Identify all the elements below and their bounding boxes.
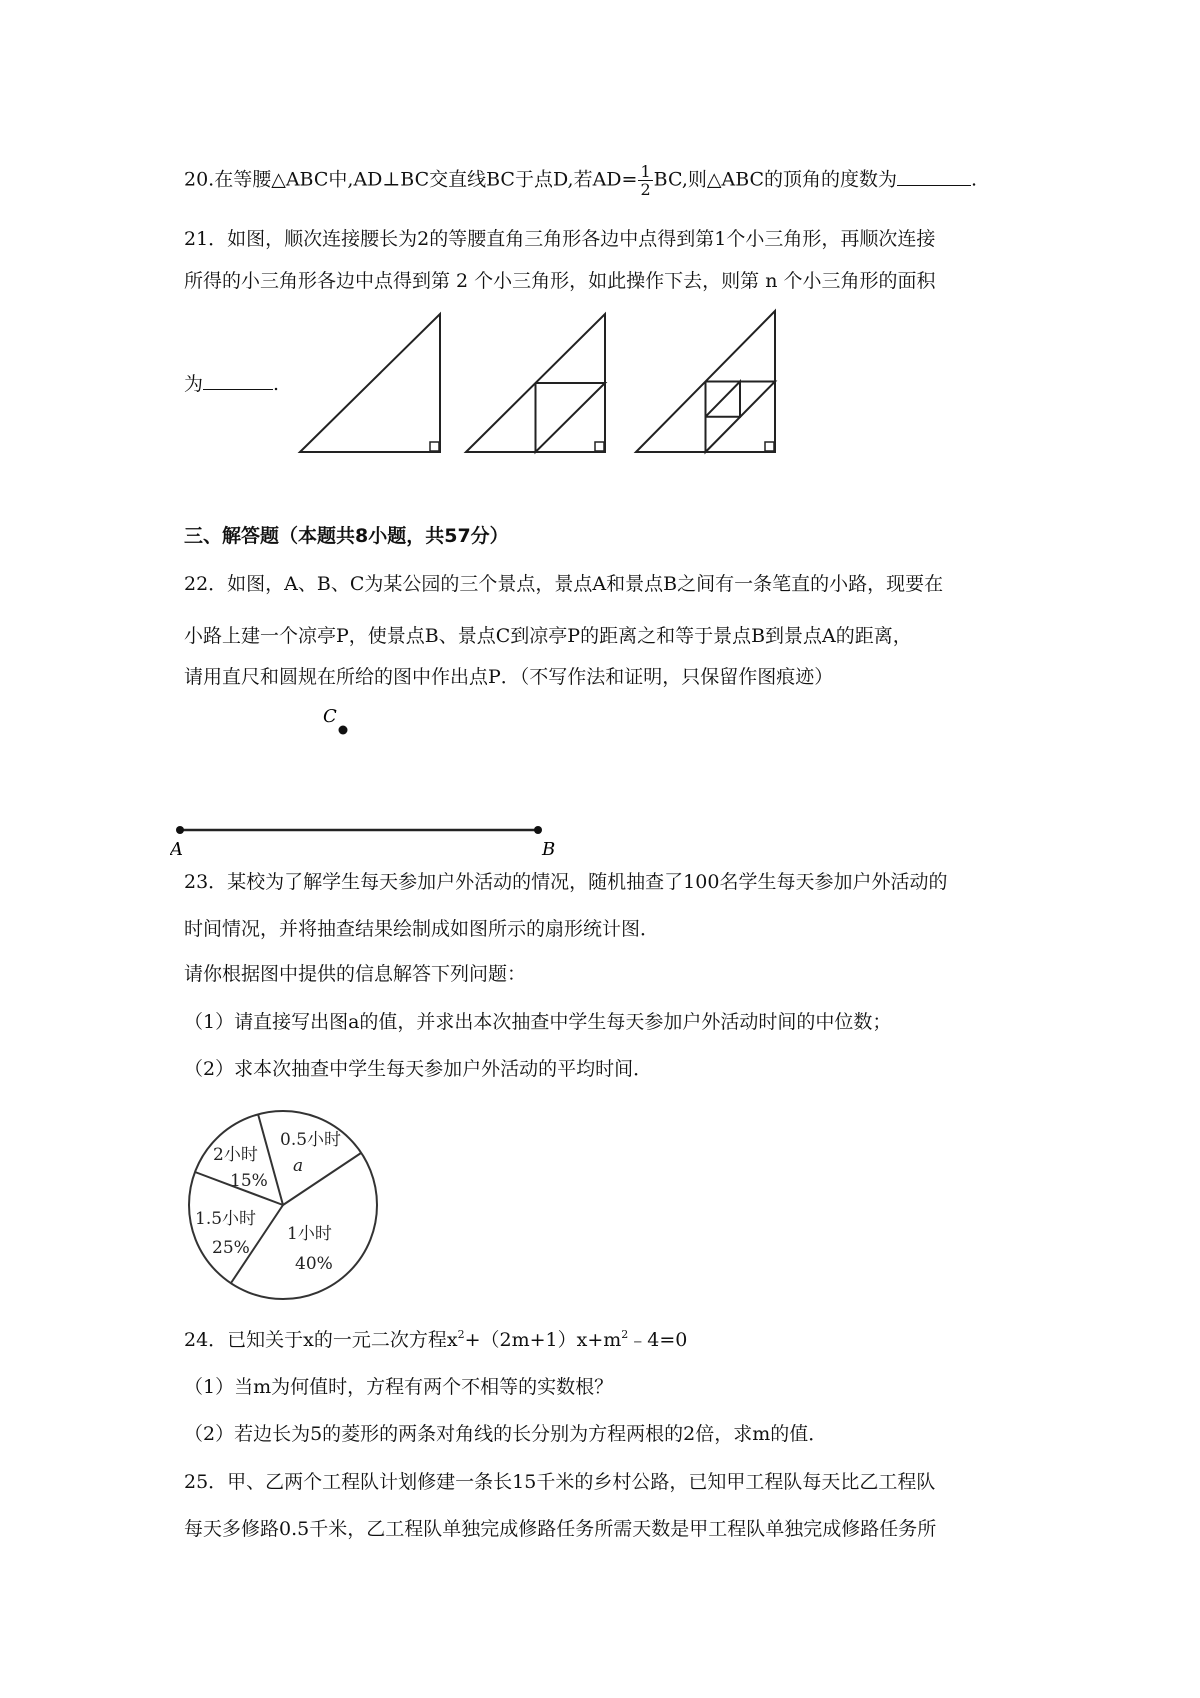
triangle-2-right-angle [595,442,604,451]
point-a [176,826,184,834]
q22-line1: 22．如图，A、B、C为某公园的三个景点，景点A和景点B之间有一条笔直的小路，现要在 [184,573,944,595]
label-c: C [323,706,337,727]
slice-label-2h: 2小时 [213,1145,258,1165]
q24-line1 [184,1326,687,1354]
q25-line1: 25．甲、乙两个工程队计划修建一条长15千米的乡村公路，已知甲工程队每天比乙工程队 [184,1471,936,1493]
q21-line2: 所得的小三角形各边中点得到第 2 个小三角形，如此操作下去，则第 n 个小三角形的面积 [184,270,936,292]
q24-sup-2: 2 [621,1328,629,1341]
slice-value-a: a [293,1156,304,1176]
slice-label-0.5h: 0.5小时 [280,1130,342,1150]
q25-line2: 每天多修路0.5千米，乙工程队单独完成修路任务所需天数是甲工程队单独完成修路任务所 [184,1518,937,1540]
q21-triangles-figure [0,0,1200,470]
q22-figure [170,700,570,860]
point-c [339,726,348,735]
point-b [534,826,542,834]
section-3-heading: 三、解答题（本题共8小题，共57分） [184,525,509,547]
q23-line5: （2）求本次抽查中学生每天参加户外活动的平均时间． [184,1058,653,1080]
q24-line2: （1）当m为何值时，方程有两个不相等的实数根？ [184,1376,614,1398]
q24-sup-1: 2 [457,1328,465,1341]
triangle-1-right-angle [430,442,439,451]
slice-value-15: 15% [230,1171,268,1191]
triangle-3-right-angle [765,442,774,451]
q22-line3: 请用直尺和圆规在所给的图中作出点P．（不写作法和证明，只保留作图痕迹） [184,666,834,688]
q21-line1: 21．如图，顺次连接腰长为2的等腰直角三角形各边中点得到第1个小三角形，再顺次连接 [184,228,936,250]
label-a: A [170,839,183,860]
triangle-3-second-midpoint-triangle [706,382,741,417]
q23-pie-chart [180,1105,390,1305]
label-b: B [542,839,556,860]
slice-label-1.5h: 1.5小时 [195,1209,257,1229]
q21-end: . [273,373,280,395]
triangle-1 [300,314,440,452]
q23-line1: 23．某校为了解学生每天参加户外活动的情况，随机抽查了100名学生每天参加户外活动的 [184,871,948,893]
q24-line3: （2）若边长为5的菱形的两条对角线的长分别为方程两根的2倍，求m的值． [184,1423,828,1445]
q21-text-before: 为 [184,373,204,395]
q24-text-a: 24．已知关于x的一元二次方程x [184,1329,458,1351]
slice-label-1h: 1小时 [287,1224,332,1244]
slice-value-40: 40% [295,1254,333,1274]
q20-frac-numerator: 1 [640,162,651,181]
q20-text-before: 20.在等腰△ABC中,AD⊥BC交直线BC于点D,若AD= [184,168,638,191]
q22-line2: 小路上建一个凉亭P，使景点B、景点C到凉亭P的距离之和等于景点B到景点A的距离， [184,625,912,647]
q23-line2: 时间情况，并将抽查结果绘制成如图所示的扇形统计图． [184,918,660,940]
q23-line3: 请你根据图中提供的信息解答下列问题： [184,963,527,985]
q24-text-c: ﹣4=0 [628,1329,688,1351]
q20-end: . [971,168,978,191]
q23-line4: （1）请直接写出图a的值，并求出本次抽查中学生每天参加户外活动时间的中位数； [184,1011,892,1033]
slice-value-25: 25% [212,1238,250,1258]
q20-frac-denominator: 2 [640,180,651,199]
q20-text-after: BC,则△ABC的顶角的度数为 [653,168,898,191]
q24-text-b: +（2m+1）x+m [464,1329,622,1351]
